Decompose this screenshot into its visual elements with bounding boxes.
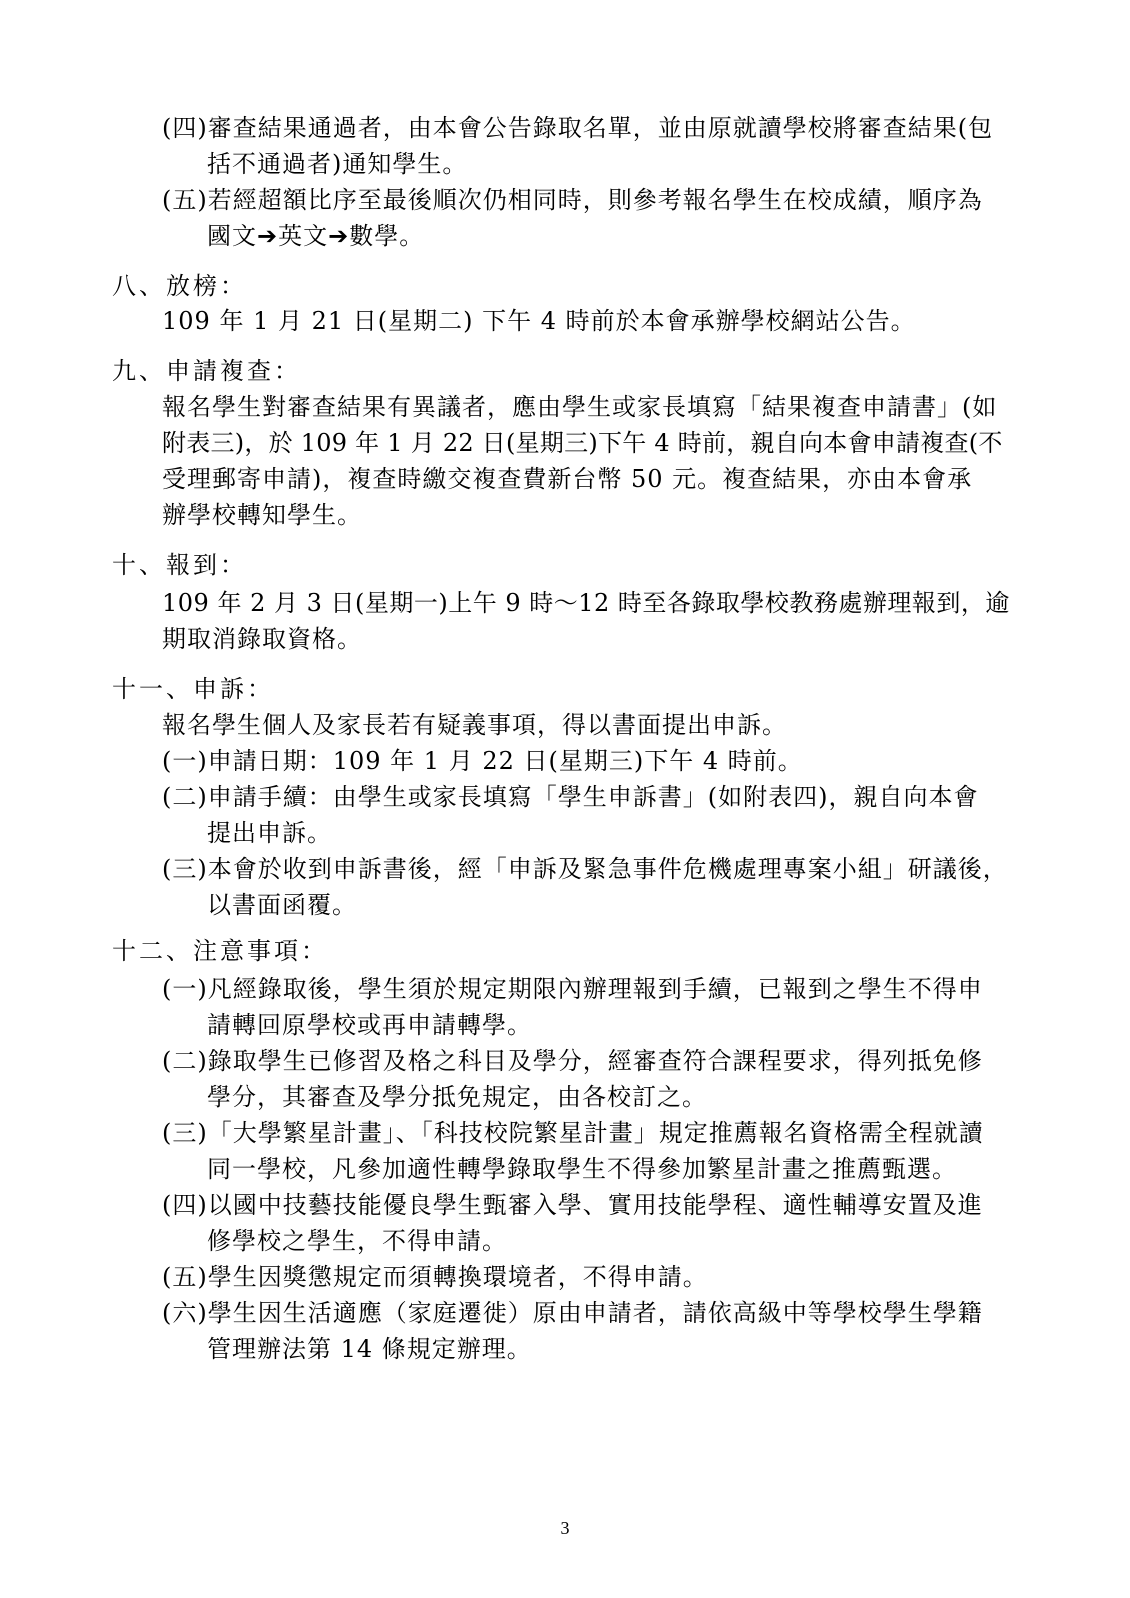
- item-4-line-2: 括不通過者)通知學生。: [207, 150, 468, 178]
- section-12-item-1-line-1: (一)凡經錄取後，學生須於規定期限內辦理報到手續，已報到之學生不得申: [162, 975, 983, 1003]
- section-12-item-4-line-1: (四)以國中技藝技能優良學生甄審入學、實用技能學程、適性輔導安置及進: [162, 1191, 983, 1219]
- section-8-text: 109 年 1 月 21 日(星期二) 下午 4 時前於本會承辦學校網站公告。: [162, 307, 916, 335]
- section-11-item-1: (一)申請日期：109 年 1 月 22 日(星期三)下午 4 時前。: [162, 747, 803, 775]
- subject-math: 數學: [349, 222, 400, 250]
- item-5-line-2: [207, 218, 424, 254]
- section-10-line-2: 期取消錄取資格。: [162, 625, 362, 653]
- page-number: 3: [560, 1518, 570, 1538]
- section-12-item-2-line-1: (二)錄取學生已修習及格之科目及學分，經審查符合課程要求，得列抵免修: [162, 1047, 983, 1075]
- sentence-end: 。: [399, 222, 425, 250]
- section-12-item-4-line-2: 修學校之學生，不得申請。: [207, 1227, 507, 1255]
- section-11-intro: 報名學生個人及家長若有疑義事項，得以書面提出申訴。: [162, 711, 787, 739]
- section-8-heading: 八、放榜：: [112, 272, 247, 300]
- arrow-right-icon: ➔: [257, 222, 279, 250]
- section-10-heading: 十、報到：: [112, 551, 247, 579]
- section-12-item-5: (五)學生因獎懲規定而須轉換環境者，不得申請。: [162, 1263, 708, 1291]
- section-9-line-2: 附表三)，於 109 年 1 月 22 日(星期三)下午 4 時前，親自向本會申請複查(不: [162, 429, 1003, 457]
- section-9-line-4: 辦學校轉知學生。: [162, 501, 362, 529]
- section-12-item-3-line-2: 同一學校，凡參加適性轉學錄取學生不得參加繁星計畫之推薦甄選。: [207, 1155, 957, 1183]
- section-12-item-1-line-2: 請轉回原學校或再申請轉學。: [207, 1011, 532, 1039]
- arrow-right-icon: ➔: [328, 222, 350, 250]
- section-11-heading: 十一、申訴：: [112, 675, 274, 703]
- section-12-item-2-line-2: 學分，其審查及學分抵免規定，由各校訂之。: [207, 1083, 707, 1111]
- section-9-line-1: 報名學生對審查結果有異議者，應由學生或家長填寫「結果複查申請書」(如: [162, 393, 998, 421]
- subject-english: 英文: [278, 222, 329, 250]
- section-9-heading: 九、申請複查：: [112, 357, 301, 385]
- item-5-line-1: (五)若經超額比序至最後順次仍相同時，則參考報名學生在校成績，順序為: [162, 186, 983, 214]
- section-9-line-3: 受理郵寄申請)，複查時繳交複查費新台幣 50 元。複查結果，亦由本會承: [162, 465, 973, 493]
- section-11-item-2-line-2: 提出申訴。: [207, 819, 332, 847]
- section-11-item-3-line-1: (三)本會於收到申訴書後，經「申訴及緊急事件危機處理專案小組」研議後，: [162, 855, 1008, 883]
- section-12-heading: 十二、注意事項：: [112, 937, 328, 965]
- section-12-item-6-line-2: 管理辦法第 14 條規定辦理。: [207, 1335, 532, 1363]
- item-4-line-1: (四)審查結果通過者，由本會公告錄取名單，並由原就讀學校將審查結果(包: [162, 114, 994, 142]
- section-11-item-2-line-1: (二)申請手續：由學生或家長填寫「學生申訴書」(如附表四)，親自向本會: [162, 783, 979, 811]
- section-10-line-1: 109 年 2 月 3 日(星期一)上午 9 時～12 時至各錄取學校教務處辦理報到，逾: [162, 589, 1010, 617]
- section-12-item-6-line-1: (六)學生因生活適應（家庭遷徙）原由申請者，請依高級中等學校學生學籍: [162, 1299, 983, 1327]
- section-12-item-3-line-1: (三)「大學繁星計畫」、「科技校院繁星計畫」規定推薦報名資格需全程就讀: [162, 1119, 984, 1147]
- section-11-item-3-line-2: 以書面函覆。: [207, 891, 357, 919]
- subject-chinese: 國文: [207, 222, 257, 250]
